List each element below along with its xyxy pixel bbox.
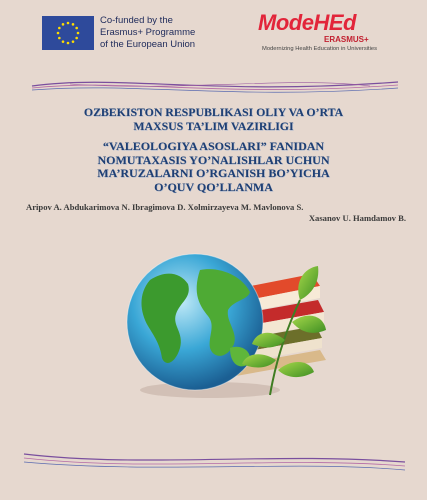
ministry-line: MAXSUS TA’LIM VAZIRLIGI bbox=[133, 119, 294, 133]
eu-star bbox=[77, 32, 80, 35]
authors-list bbox=[20, 202, 410, 223]
eu-cofunded-text bbox=[100, 15, 220, 51]
earth-globe bbox=[127, 254, 280, 398]
eu-text-line: of the European Union bbox=[100, 39, 196, 50]
eu-text-line: Erasmus+ Programme bbox=[100, 27, 196, 38]
title-line: MA’RUZALARNI O’RGANISH BO’YICHA bbox=[97, 166, 330, 180]
decorative-bottom-lines bbox=[22, 448, 407, 478]
authors-line: Aripov A. Abdukarimova N. Ibragimova D. Xolmirzayeva M. Mavlonova S. bbox=[26, 202, 304, 212]
title-line: “VALEOLOGIYA ASOSLARI” FANIDAN bbox=[102, 139, 325, 153]
eu-star bbox=[67, 22, 70, 25]
title-line: O’QUV QO’LLANMA bbox=[154, 179, 273, 194]
modehed-logo-title: ModeHEd bbox=[258, 10, 356, 35]
eu-star bbox=[57, 32, 60, 35]
globe-books-plant-illustration bbox=[80, 240, 340, 400]
eu-star bbox=[72, 23, 75, 26]
eu-text-line: Co-funded by the bbox=[100, 15, 173, 26]
modehed-logo bbox=[258, 10, 418, 60]
eu-star bbox=[58, 27, 61, 30]
modehed-logo-subtitle: ERASMUS+ bbox=[324, 35, 369, 44]
eu-star bbox=[58, 37, 61, 40]
eu-flag-logo bbox=[42, 16, 94, 50]
decorative-swirl-line bbox=[30, 72, 400, 100]
ministry-heading bbox=[30, 105, 397, 133]
modehed-logo-tagline: Modernizing Health Education in Universities bbox=[262, 46, 378, 52]
eu-star bbox=[75, 27, 78, 30]
eu-star bbox=[62, 40, 65, 43]
ministry-line: OZBEKISTON RESPUBLIKASI OLIY VA O’RTA bbox=[83, 105, 344, 119]
book-title bbox=[30, 140, 397, 194]
authors-line: Xasanov U. Hamdamov B. bbox=[308, 212, 406, 223]
eu-star bbox=[67, 42, 70, 45]
title-line: NOMUTAXASIS YO’NALISHLAR UCHUN bbox=[97, 152, 330, 167]
eu-star bbox=[72, 40, 75, 43]
eu-star bbox=[75, 37, 78, 40]
eu-star bbox=[62, 23, 65, 26]
